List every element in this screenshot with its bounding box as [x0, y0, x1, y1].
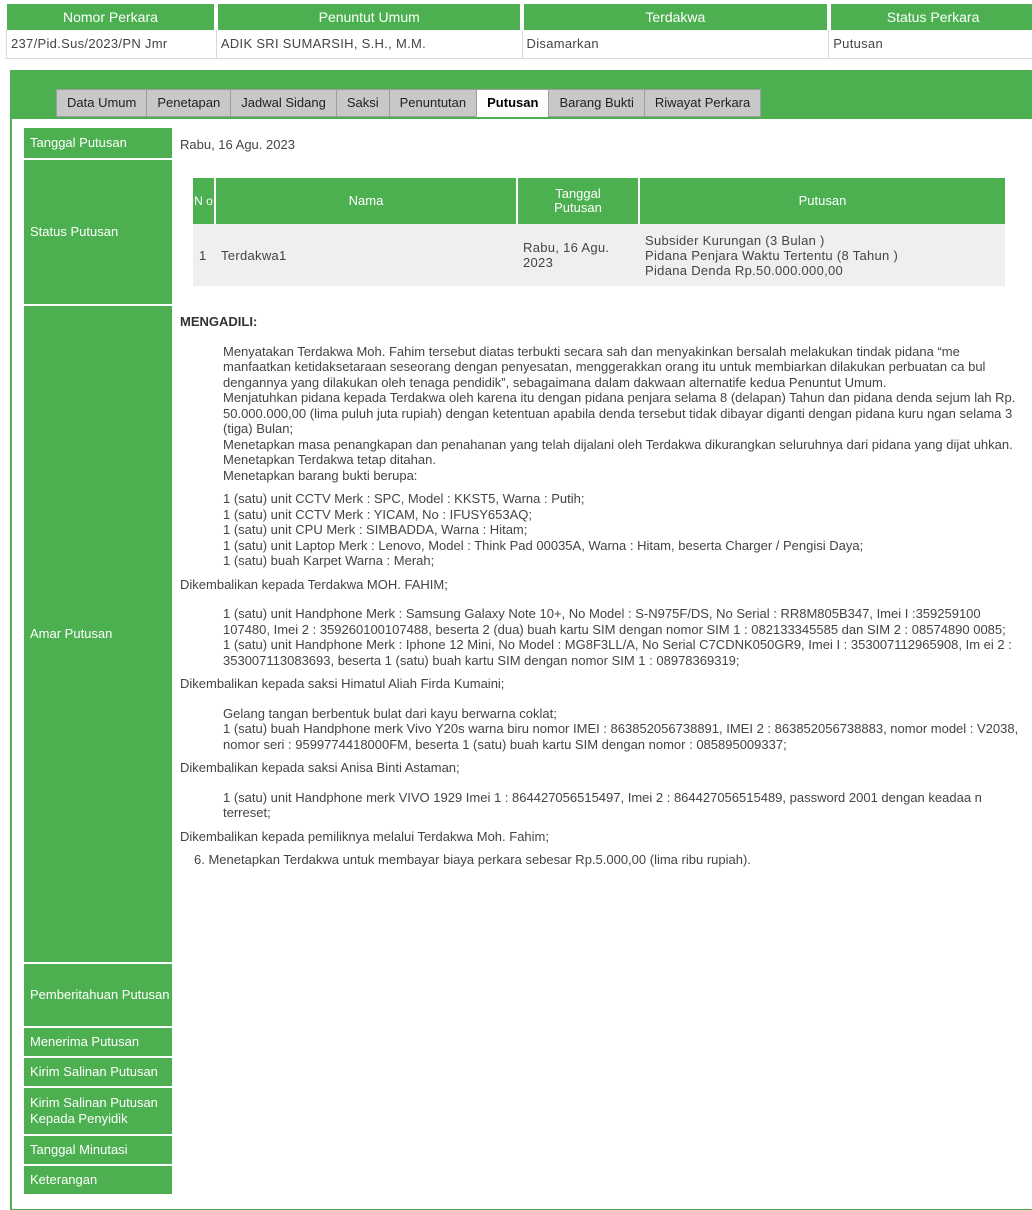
- tab-putusan[interactable]: Putusan: [476, 89, 548, 117]
- terdakwa-value: Disamarkan: [522, 30, 829, 58]
- column-header-penuntut-umum: Penuntut Umum: [216, 4, 522, 30]
- status-putusan-table: [193, 178, 1005, 286]
- amar-paragraph-1: Menyatakan Terdakwa Moh. Fahim tersebut diatas terbukti secara sah dan menyakinkan bersalah melakukan tindak pidana “me manfaatkan ketidaksetaraan seseorang dengan penyesatan, menggerakkan orang itu untuk membiarkan dilakukan perbuatan ca bul dengannya yang dilakukan oleh tenaga pendidik”, sebagaimana dalam dakwaan alternatife kedua Penuntut Umum.: [223, 344, 1020, 391]
- column-header-terdakwa: Terdakwa: [522, 4, 829, 30]
- tab-riwayat-perkara[interactable]: Riwayat Perkara: [644, 89, 761, 117]
- case-header-table: [6, 4, 1032, 59]
- return-line-4: Dikembalikan kepada pemiliknya melalui Terdakwa Moh. Fahim;: [180, 829, 1020, 845]
- tab-jadwal-sidang[interactable]: Jadwal Sidang: [230, 89, 336, 117]
- label-menerima-putusan: Menerima Putusan: [24, 1028, 172, 1056]
- status-table-header: [193, 178, 1005, 224]
- column-header-nomor-perkara: Nomor Perkara: [7, 4, 217, 30]
- tab-barang-bukti[interactable]: Barang Bukti: [548, 89, 643, 117]
- amar-paragraph-5: Menetapkan barang bukti berupa:: [223, 468, 1020, 484]
- column-header-status-perkara: Status Perkara: [829, 4, 1032, 30]
- list-item: 1 (satu) unit CCTV Merk : YICAM, No : IFUSY653AQ;: [223, 507, 1020, 523]
- list-item: 1 (satu) unit Handphone Merk : Samsung Galaxy Note 10+, No Model : S-N975F/DS, No Serial : RR8M805B347, Imei I :359259100 107480, Imei 2 : 359260100107488, beserta 2 (dua) buah kartu SIM dengan nomor SIM 1 : 082133345585 dan SIM 2 : 08574890 0085;: [223, 606, 1020, 637]
- return-line-3: Dikembalikan kepada saksi Anisa Binti Astaman;: [180, 760, 1020, 776]
- list-item: 1 (satu) unit CPU Merk : SIMBADDA, Warna : Hitam;: [223, 522, 1020, 538]
- putusan-line-1: Subsider Kurungan (3 Bulan ): [645, 233, 999, 248]
- tab-data-umum[interactable]: Data Umum: [56, 89, 146, 117]
- row-no: 1: [193, 224, 215, 286]
- table-row: [193, 224, 1005, 286]
- row-tanggal: Rabu, 16 Agu. 2023: [517, 224, 639, 286]
- label-amar-putusan: Amar Putusan: [24, 306, 172, 962]
- tab-penuntutan[interactable]: Penuntutan: [389, 89, 477, 117]
- list-item: 1 (satu) unit Laptop Merk : Lenovo, Model : Think Pad 00035A, Warna : Hitam, beserta Charger / Pengisi Daya;: [223, 538, 1020, 554]
- list-item: 1 (satu) unit Handphone Merk : Iphone 12 Mini, No Model : MG8F3LL/A, No Serial C7CDNK050GR9, Imei I : 353007112965908, Im ei 2 : 353007113083693, beserta 1 (satu) buah kartu SIM dengan nomor SIM 1 : 08978369319;: [223, 637, 1020, 668]
- amar-paragraph-6: 6. Menetapkan Terdakwa untuk membayar biaya perkara sebesar Rp.5.000,00 (lima ribu rupiah).: [180, 852, 1020, 868]
- list-item: 1 (satu) unit CCTV Merk : SPC, Model : KKST5, Warna : Putih;: [223, 491, 1020, 507]
- mengadili-heading: MENGADILI:: [180, 314, 1020, 330]
- label-tanggal-minutasi: Tanggal Minutasi: [24, 1136, 172, 1164]
- amar-paragraph-3: Menetapkan masa penangkapan dan penahanan yang telah dijalani oleh Terdakwa dikurangkan seluruhnya dari pidana yang dijat uhkan.: [223, 437, 1020, 453]
- header-putusan: Putusan: [639, 178, 1005, 224]
- list-item: 1 (satu) buah Handphone merk Vivo Y20s warna biru nomor IMEI : 863852056738891, IMEI 2 : 863852056738883, nomor model : V2038, nomor seri : 9599774418000FM, beserta 1 (satu) buah kartu SIM dengan nomor : 085895009337;: [223, 721, 1020, 752]
- amar-putusan-text: [180, 314, 1020, 868]
- row-nama: Terdakwa1: [215, 224, 517, 286]
- putusan-line-3: Pidana Denda Rp.50.000.000,00: [645, 263, 999, 278]
- list-item: Gelang tangan berbentuk bulat dari kayu berwarna coklat;: [223, 706, 1020, 722]
- label-tanggal-putusan: Tanggal Putusan: [24, 128, 172, 158]
- list-item: 1 (satu) buah Karpet Warna : Merah;: [223, 553, 1020, 569]
- list-item: 1 (satu) unit Handphone merk VIVO 1929 Imei 1 : 864427056515497, Imei 2 : 864427056515489, password 2001 dengan keadaa n terreset;: [223, 790, 1020, 821]
- nomor-perkara-value: 237/Pid.Sus/2023/PN Jmr: [7, 30, 217, 58]
- putusan-line-2: Pidana Penjara Waktu Tertentu (8 Tahun ): [645, 248, 999, 263]
- status-perkara-value: Putusan: [829, 30, 1032, 58]
- tab-saksi[interactable]: Saksi: [336, 89, 389, 117]
- return-line-1: Dikembalikan kepada Terdakwa MOH. FAHIM;: [180, 577, 1020, 593]
- label-keterangan: Keterangan: [24, 1166, 172, 1194]
- label-pemberitahuan-putusan: Pemberitahuan Putusan: [24, 964, 172, 1026]
- return-line-2: Dikembalikan kepada saksi Himatul Aliah Firda Kumaini;: [180, 676, 1020, 692]
- amar-paragraph-4: Menetapkan Terdakwa tetap ditahan.: [223, 452, 1020, 468]
- label-kirim-salinan-penyidik: Kirim Salinan Putusan Kepada Penyidik: [24, 1088, 172, 1134]
- case-header-row: [7, 4, 1032, 30]
- amar-paragraph-2: Menjatuhkan pidana kepada Terdakwa oleh karena itu dengan pidana penjara selama 8 (delapan) Tahun dan pidana denda sejum lah Rp. 50.000.000,00 (lima puluh juta rupiah) dengan ketentuan apabila denda tersebut tidak dibayar diganti dengan pidana kuru ngan selama 3 (tiga) Bulan;: [223, 390, 1020, 437]
- header-no: N o: [193, 178, 215, 224]
- tanggal-putusan-value: Rabu, 16 Agu. 2023: [180, 137, 295, 153]
- label-kirim-salinan-putusan: Kirim Salinan Putusan: [24, 1058, 172, 1086]
- tab-bar: [56, 89, 761, 117]
- row-putusan: [639, 224, 1005, 286]
- header-tanggal-putusan: Tanggal Putusan: [517, 178, 639, 224]
- penuntut-umum-value: ADIK SRI SUMARSIH, S.H., M.M.: [216, 30, 522, 58]
- header-nama: Nama: [215, 178, 517, 224]
- label-status-putusan: Status Putusan: [24, 160, 172, 304]
- case-value-row: [7, 30, 1032, 58]
- tab-penetapan[interactable]: Penetapan: [146, 89, 230, 117]
